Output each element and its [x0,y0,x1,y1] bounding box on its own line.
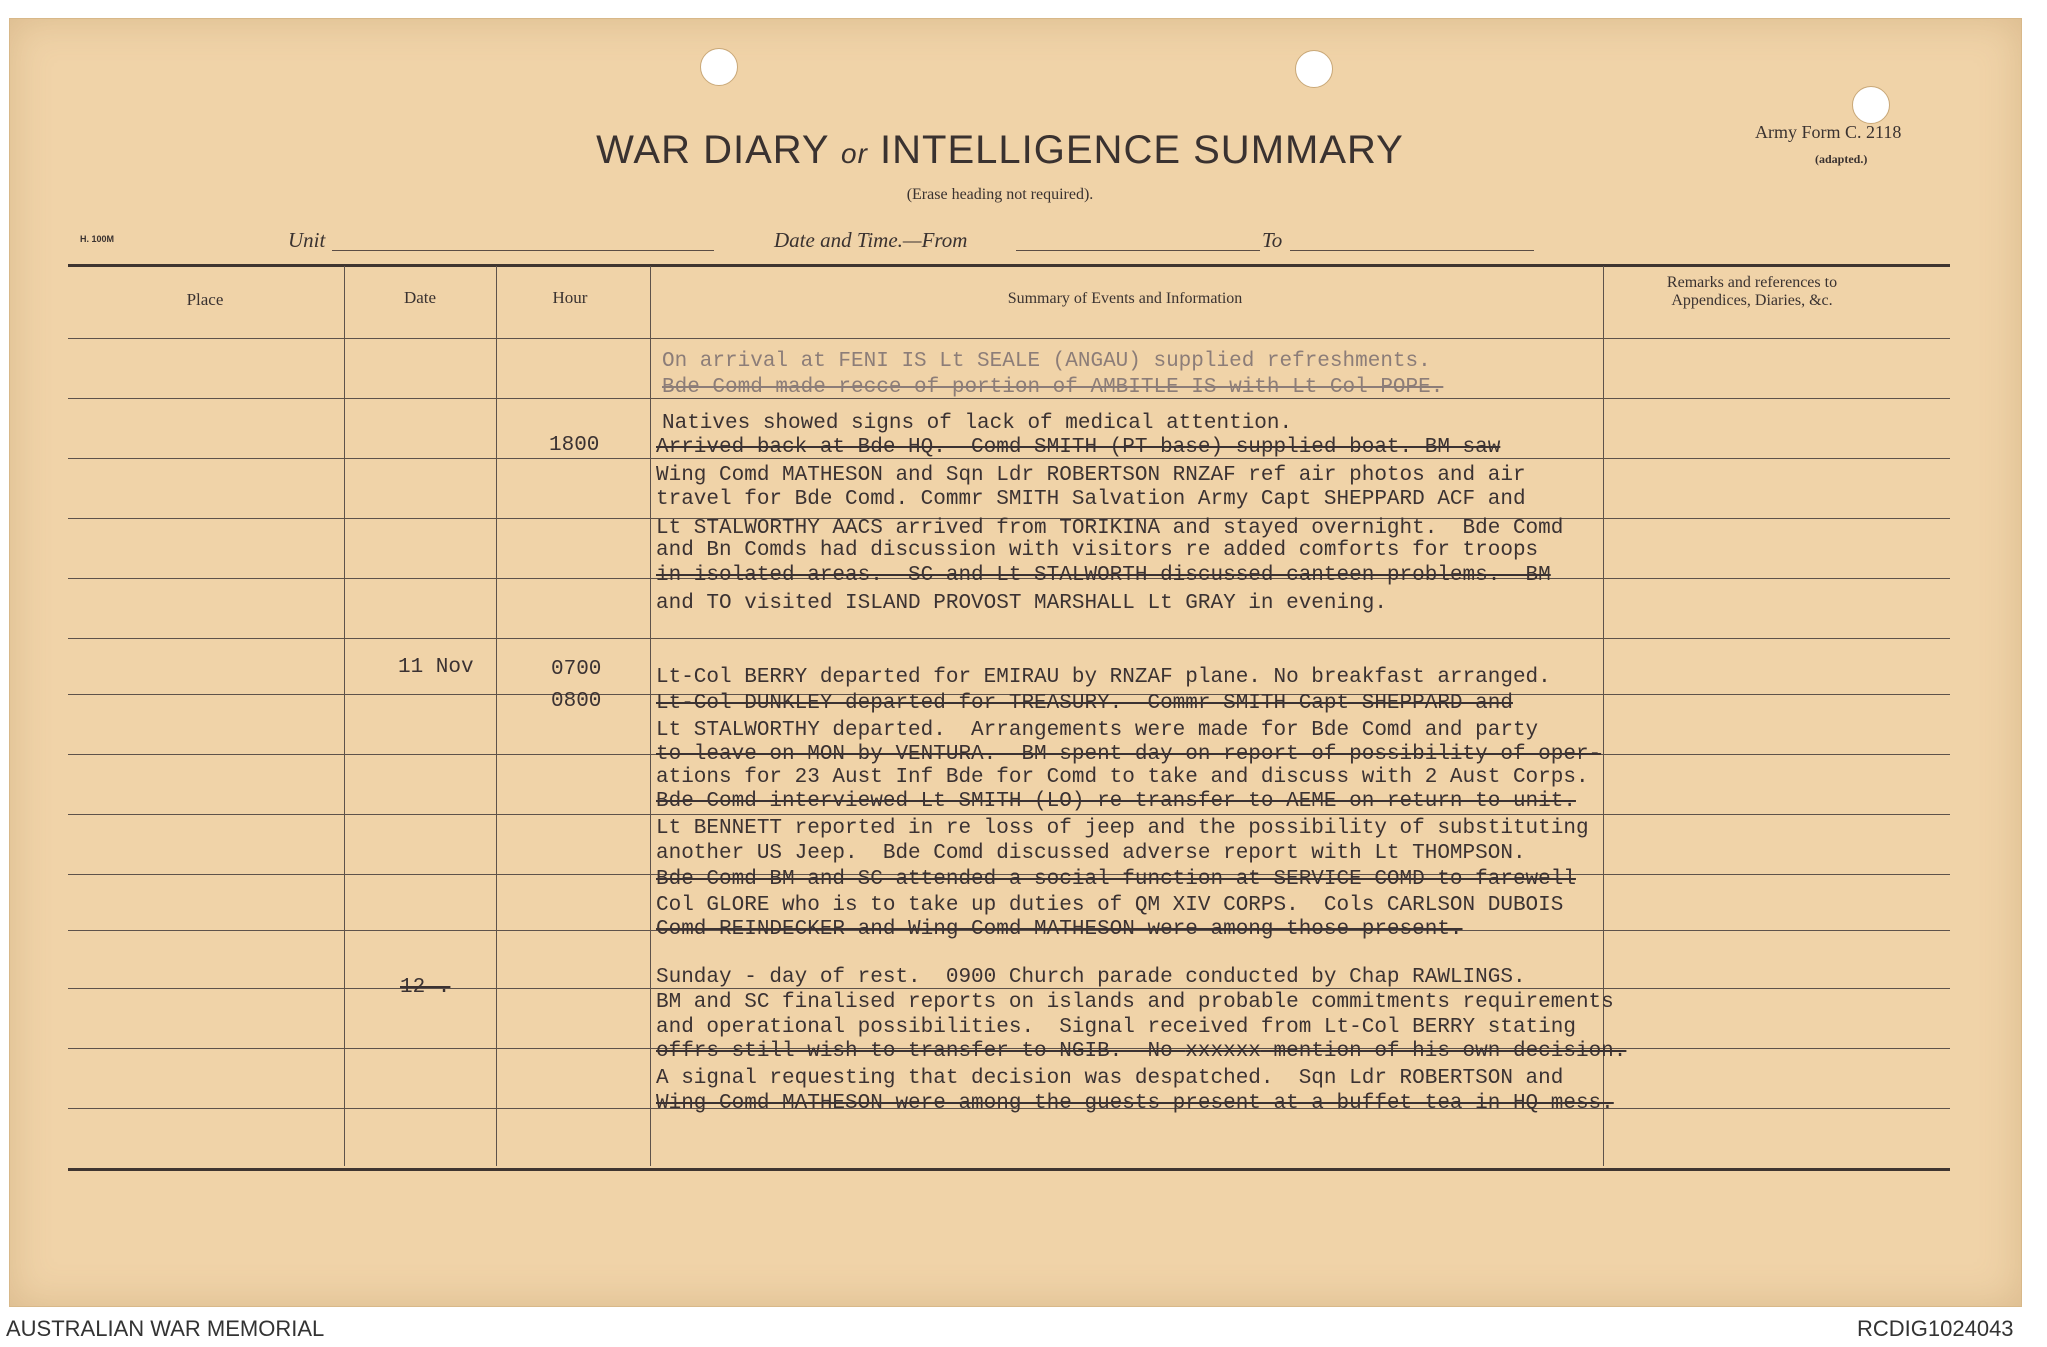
ruled-line [68,814,1950,815]
summary-line: Lt-Col DUNKLEY departed for TREASURY. Commr SMITH Capt SHEPPARD and [656,692,1513,715]
summary-line: BM and SC finalised reports on islands and probable commitments requirements [656,991,1614,1014]
title-war-diary: WAR DIARY [596,128,829,172]
form-title [560,128,1440,173]
summary-line-part: mention of his own decision. [1260,1040,1627,1063]
summary-line-part: offrs still wish to transfer to NGIB. No [656,1040,1186,1063]
ruled-line [68,338,1950,339]
punch-hole [1852,86,1890,124]
footer-source: AUSTRALIAN WAR MEMORIAL [6,1316,325,1341]
hour-entry: 0700 [551,658,602,681]
summary-line: travel for Bde Comd. Commr SMITH Salvation Army Capt SHEPPARD ACF and [656,488,1526,511]
summary-line: Lt STALWORTHY AACS arrived from TORIKINA and stayed overnight. Bde Comd [656,517,1564,540]
table-bottom-rule [68,1168,1950,1171]
summary-line: Wing Comd MATHESON and Sqn Ldr ROBERTSON RNZAF ref air photos and air [656,464,1526,487]
summary-line: Lt-Col BERRY departed for EMIRAU by RNZAF plane. No breakfast arranged. [656,666,1551,689]
summary-line: and Bn Comds had discussion with visitors re added comforts for troops [656,539,1539,562]
column-header-hour: Hour [552,288,588,307]
struck-out-word: xxxxxx [1185,1040,1261,1063]
table-top-rule [68,264,1950,267]
remarks-header-line-2: Appendices, Diaries, &c. [1671,292,1833,309]
summary-line: Bde Comd BM and SC attended a social function at SERVICE COMD to farewell [656,868,1576,891]
date-entry: 12 . [400,976,451,999]
summary-line: Bde Comd interviewed Lt SMITH (LO) re transfer to AEME on return to unit. [656,790,1576,813]
column-header-date: Date [403,288,437,307]
summary-line: another US Jeep. Bde Comd discussed adverse report with Lt THOMPSON. [656,842,1526,865]
summary-line: to leave on MON by VENTURA. BM spent day on report of possibility of oper- [656,743,1602,766]
remarks-header-line-1: Remarks and references to [1666,274,1838,291]
summary-line: Bde Comd made recce of portion of AMBITLE IS with Lt Col POPE. [662,376,1444,399]
footer-record-id: RCDIG1024043 [1857,1316,2014,1341]
column-divider [344,266,345,1166]
summary-line: Lt BENNETT reported in re loss of jeep and the possibility of substituting [656,817,1589,840]
column-header-summary: Summary of Events and Information [1007,290,1243,307]
form-print-code: H. 100M [80,234,115,244]
summary-line: Sunday - day of rest. 0900 Church parade conducted by Chap RAWLINGS. [656,966,1526,989]
summary-line: in isolated areas. SC and Lt STALWORTH discussed canteen problems. BM [656,564,1551,587]
summary-line: On arrival at FENI IS Lt SEALE (ANGAU) supplied refreshments. [662,350,1431,373]
punch-hole [1295,50,1333,88]
title-or: or [841,138,868,169]
to-label: To [1262,228,1283,252]
summary-line: and operational possibilities. Signal received from Lt-Col BERRY stating [656,1016,1576,1039]
hour-entry: 1800 [549,434,600,457]
column-divider [650,266,651,1166]
column-divider [496,266,497,1166]
summary-line: Wing Comd MATHESON were among the guests present at a buffet tea in HQ mess. [656,1092,1614,1115]
summary-line: and TO visited ISLAND PROVOST MARSHALL Lt GRAY in evening. [656,592,1387,615]
unit-label: Unit [288,228,326,252]
title-intelligence-summary: INTELLIGENCE SUMMARY [880,128,1404,172]
unit-blank [332,250,714,251]
army-form-adapted: (adapted.) [1815,152,1868,166]
summary-line: A signal requesting that decision was despatched. Sqn Ldr ROBERTSON and [656,1067,1564,1090]
summary-line: Lt STALWORTHY departed. Arrangements were made for Bde Comd and party [656,719,1539,742]
summary-line: Arrived back at Bde HQ. Comd SMITH (PT base) supplied boat. BM saw [656,436,1501,459]
army-form-number: Army Form C. 2118 [1755,122,1902,142]
form-subtitle: (Erase heading not required). [906,186,1094,203]
column-header-place: Place [186,290,224,309]
summary-line: Natives showed signs of lack of medical attention. [662,412,1293,435]
to-blank [1290,250,1534,251]
hour-entry: 0800 [551,690,602,713]
column-divider [1603,266,1604,1166]
ruled-line [68,638,1950,639]
column-header-remarks [1612,274,1892,310]
date-entry: 11 Nov [398,656,474,679]
summary-line [656,1040,1626,1063]
from-blank [1016,250,1260,251]
punch-hole [700,48,738,86]
summary-line: Col GLORE who is to take up duties of QM XIV CORPS. Cols CARLSON DUBOIS [656,894,1564,917]
summary-line: ations for 23 Aust Inf Bde for Comd to take and discuss with 2 Aust Corps. [656,766,1589,789]
summary-line: Comd REINDECKER and Wing Comd MATHESON were among those present. [656,918,1463,941]
date-time-from-label: Date and Time.—From [774,228,968,252]
